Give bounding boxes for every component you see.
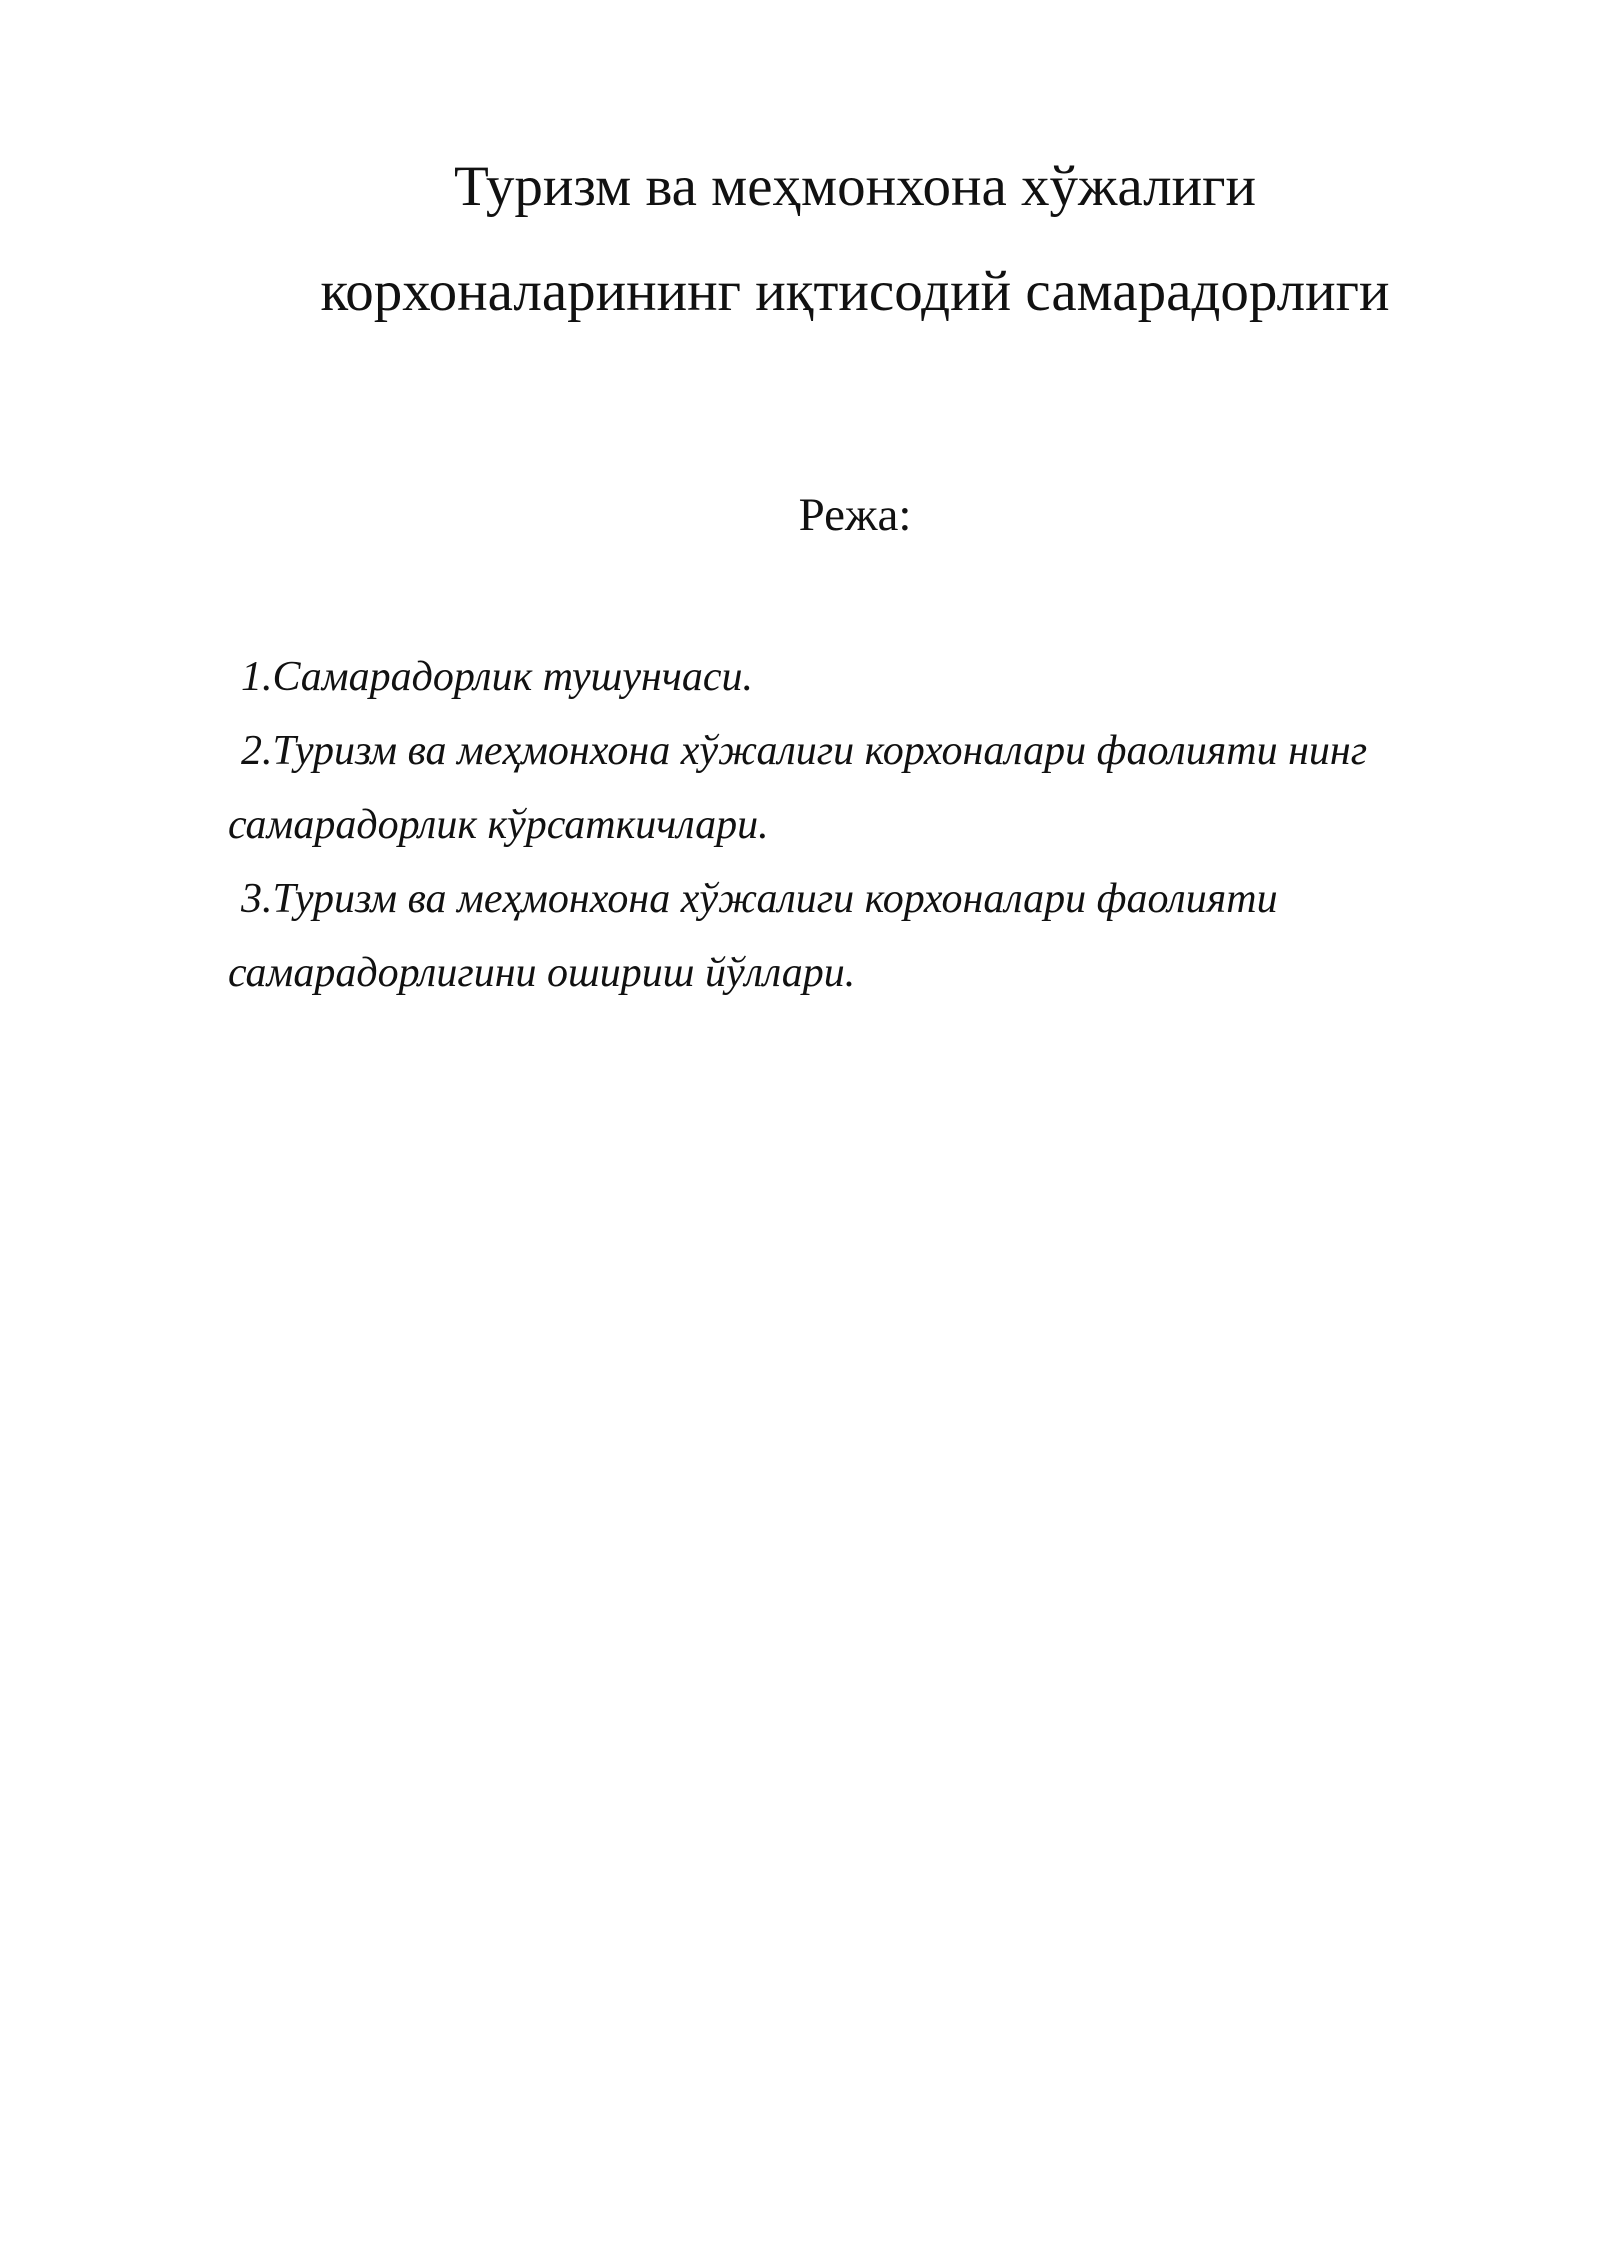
title-line-1: Туризм ва меҳмонхона хўжалиги bbox=[453, 155, 1257, 218]
title-line-2: корхоналарининг иқтисодий самарадорлиги bbox=[320, 260, 1390, 323]
plan-item-3-line-2: самарадорлигини ошириш йўллари. bbox=[228, 950, 856, 996]
plan-item-3 bbox=[228, 862, 1482, 1010]
plan-item-1 bbox=[228, 640, 1482, 714]
plan-item-2 bbox=[228, 714, 1482, 862]
plan-item-2-line-2: самарадорлик кўрсаткичлари. bbox=[228, 802, 769, 848]
plan-heading: Режа: bbox=[798, 489, 912, 541]
plan-item-3-line-1: 3.Туризм ва меҳмонхона хўжалиги корхоналари фаолияти bbox=[241, 876, 1278, 922]
plan-list bbox=[228, 640, 1482, 1010]
plan-item-1-line-1: 1.Самарадорлик тушунчаси. bbox=[241, 654, 753, 700]
plan-item-2-line-1: 2.Туризм ва меҳмонхона хўжалиги корхоналари фаолияти нинг bbox=[241, 728, 1368, 774]
document-title bbox=[228, 134, 1482, 344]
